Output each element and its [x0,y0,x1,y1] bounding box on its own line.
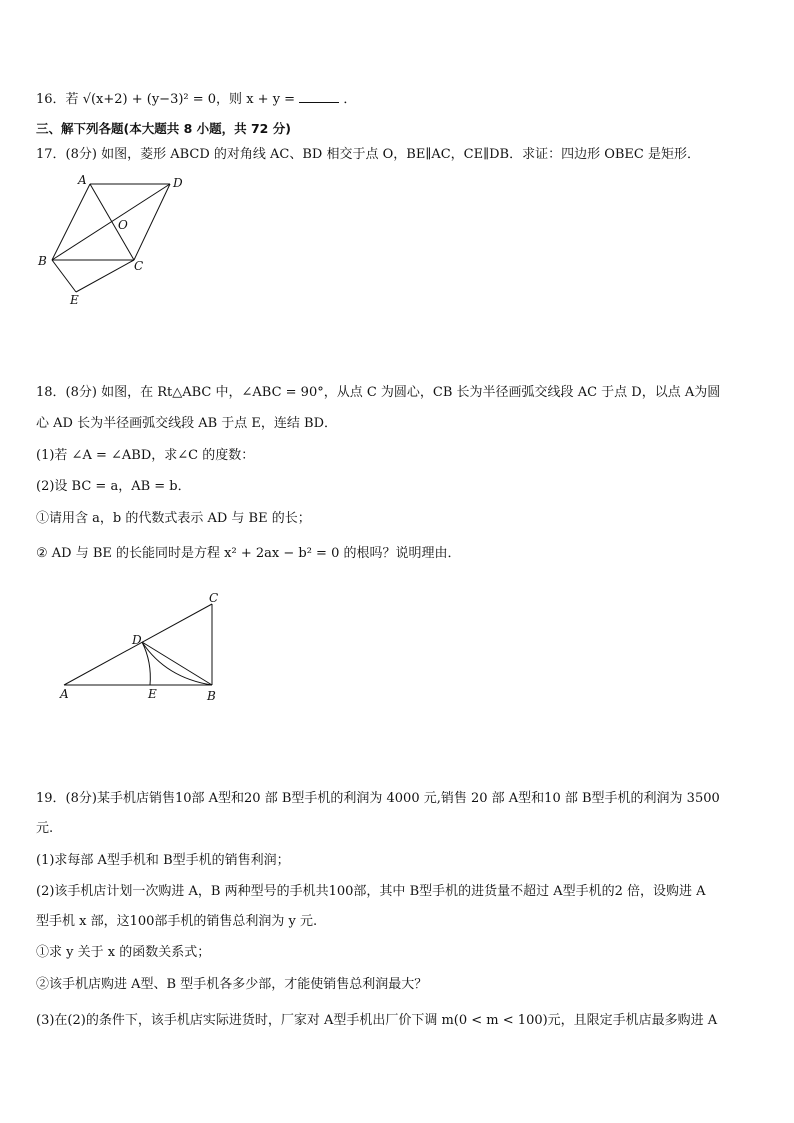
q18-part2: (2)设 BC = a，AB = b． [36,479,191,494]
q18-label-e: E [148,687,157,701]
q17-label-e: E [70,293,79,307]
section-3-title: 三、解下列各题(本大题共 8 小题，共 72 分) [36,121,291,136]
q16-line [36,90,356,109]
q16-end: ． [343,92,357,107]
q18-sub2: ② AD 与 BE 的长能同时是方程 x² + 2ax − b² = 0 的根吗？说明理由． [36,546,461,561]
q17-label-a: A [78,173,87,187]
q19-line2: 元. [36,821,54,836]
q17-label-o: O [118,218,128,232]
q16-number: 16．若 [36,92,79,107]
q18-line2: 心 AD 长为半径画弧交线段 AB 于点 E，连结 BD． [36,416,338,431]
q18-label-c: C [209,591,219,605]
q16-answer-blank[interactable] [299,90,339,103]
q16-equation: √(x+2) + (y−3)² = 0，则 [82,92,243,107]
q17-text: 17．(8分) 如图，菱形 ABCD 的对角线 AC、BD 相交于点 O，BE∥AC，CE∥DB．求证：四边形 OBEC 是矩形． [36,147,700,162]
q18-label-b: B [207,689,216,703]
q18-segment-bd [142,642,212,685]
q19-part3: (3)在(2)的条件下，该手机店实际进货时，厂家对 A型手机出厂价下调 m(0 < m < 100)元，且限定手机店最多购进 A [36,1013,718,1028]
q17-segment-ce [76,260,134,292]
q16-ask: x + y = [246,92,296,107]
q19-part1: (1)求每部 A型手机和 B型手机的销售利润； [36,853,290,868]
q17-edge-ba [52,184,90,260]
q18-label-d: D [132,633,142,647]
q18-part1: (1)若 ∠A = ∠ABD，求∠C 的度数： [36,448,255,463]
q19-sub1: ①求 y 关于 x 的函数关系式； [36,945,211,960]
q18-line1: 18．(8分) 如图，在 Rt△ABC 中，∠ABC = 90°，从点 C 为圆心，CB 长为半径画弧交线段 AC 于点 D，以点 A为圆 [36,385,721,400]
q17-segment-be [52,260,76,292]
q19-part2a: (2)该手机店计划一次购进 A，B 两种型号的手机共100部，其中 B型手机的进货量不超过 A型手机的2 倍，设购进 A [36,884,706,899]
q17-label-d: D [173,176,183,190]
q18-triangle-figure [54,590,234,705]
q19-line1: 19．(8分)某手机店销售10部 A型和20 部 B型手机的利润为 4000 元,销售 20 部 A型和10 部 B型手机的利润为 3500 [36,791,720,806]
q18-sub1: ①请用含 a，b 的代数式表示 AD 与 BE 的长； [36,511,311,526]
q17-rhombus-figure [30,172,200,312]
q17-label-b: B [38,254,47,268]
q19-part2b: 型手机 x 部，这100部手机的销售总利润为 y 元. [36,914,318,929]
q17-label-c: C [134,259,144,273]
q18-label-a: A [60,687,69,701]
q19-sub2: ②该手机店购进 A型、B 型手机各多少部，才能使销售总利润最大？ [36,977,428,992]
